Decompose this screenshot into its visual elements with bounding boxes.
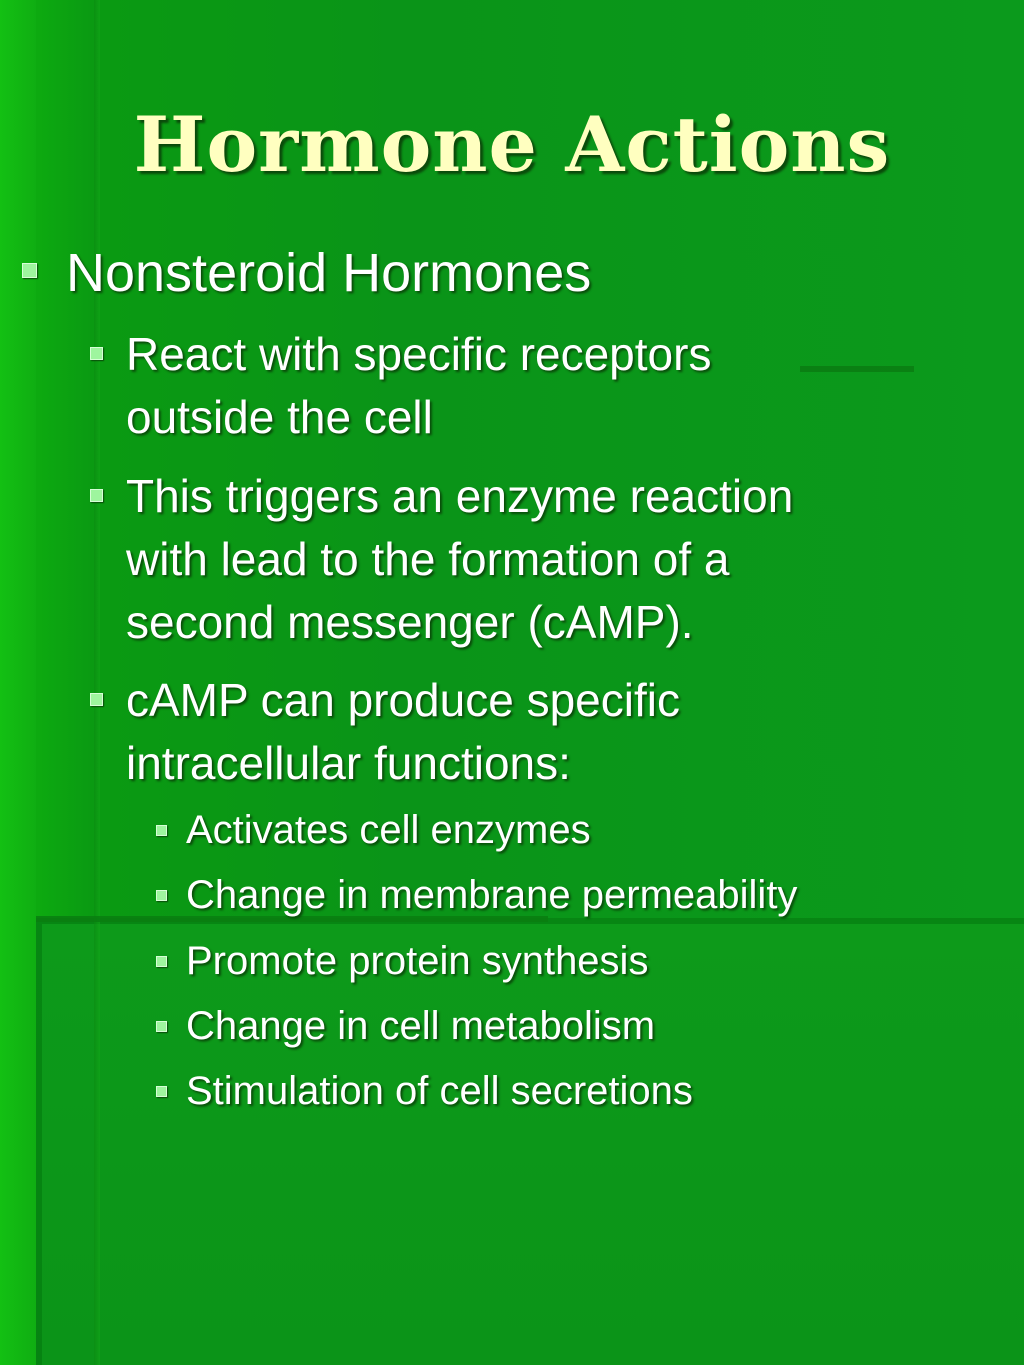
horizontal-accent-line-top — [800, 366, 914, 372]
bullet-level1: Nonsteroid Hormones — [66, 243, 592, 303]
bullet-square-icon — [90, 489, 103, 502]
bullet-square-icon — [156, 956, 167, 967]
bullet-square-icon — [156, 890, 167, 901]
bullet-square-icon — [90, 693, 103, 706]
vertical-accent-line — [94, 0, 100, 1365]
bullet-square-icon — [156, 1086, 167, 1097]
left-accent-strip — [0, 0, 36, 1365]
bullet-level3-2: Change in membrane permeability — [186, 873, 798, 917]
bullet-level2-2: This triggers an enzyme reaction with lead to the formation of a second messenger (cAMP). — [126, 470, 794, 648]
slide-title: Hormone Actions — [133, 100, 891, 189]
bullet-level2-1: React with specific receptors outside the cell — [126, 328, 712, 443]
bullet-square-icon — [156, 825, 167, 836]
bullet-level3-3: Promote protein synthesis — [186, 939, 649, 983]
bullet-square-icon — [22, 263, 37, 278]
bullet-square-icon — [90, 347, 103, 360]
bullet-level3-1: Activates cell enzymes — [186, 808, 591, 852]
bullet-level3-4: Change in cell metabolism — [186, 1004, 656, 1048]
bullet-level3-5: Stimulation of cell secretions — [186, 1069, 693, 1113]
bullet-level2-3: cAMP can produce specific intracellular functions: — [126, 674, 680, 789]
lower-background-panel — [36, 918, 1024, 1365]
bullet-square-icon — [156, 1021, 167, 1032]
